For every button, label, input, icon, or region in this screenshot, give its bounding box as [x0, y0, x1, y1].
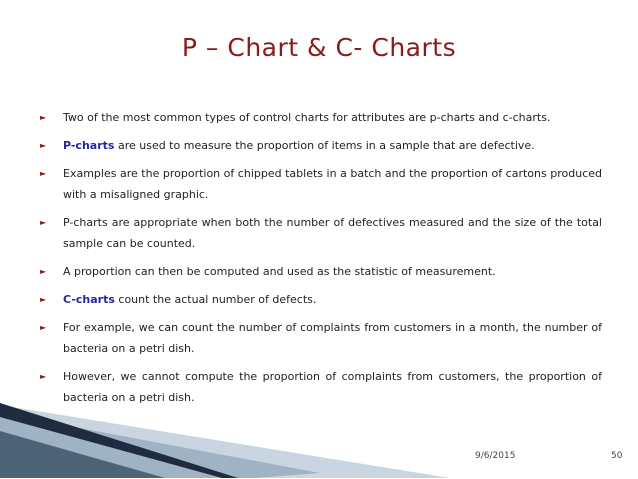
play-arrow-icon: ►: [40, 295, 47, 304]
bullet-text: However, we cannot compute the proportion of complaints from customers, the proportion of bacteria on a petri dish.: [63, 370, 602, 404]
bullet-item: [40, 163, 602, 205]
footer-decoration: [0, 399, 480, 479]
footer-page-number: 50: [611, 451, 623, 461]
bullet-item: [40, 289, 602, 310]
bullet-item: [40, 107, 602, 128]
bullet-text: P-charts are appropriate when both the number of defectives measured and the size of the total sample can be counted.: [63, 216, 602, 250]
bullet-text: count the actual number of defects.: [114, 293, 317, 306]
play-arrow-icon: ►: [40, 141, 47, 150]
bullet-text: Examples are the proportion of chipped tablets in a batch and the proportion of cartons produced with a misaligned graphic.: [63, 167, 602, 201]
play-arrow-icon: ►: [40, 169, 47, 178]
bullet-text: Two of the most common types of control charts for attributes are p-charts and c-charts.: [63, 111, 551, 124]
bullet-item: [40, 317, 602, 359]
play-arrow-icon: ►: [40, 113, 47, 122]
play-arrow-icon: ►: [40, 267, 47, 276]
play-arrow-icon: ►: [40, 218, 47, 227]
bullet-text: For example, we can count the number of complaints from customers in a month, the number of bacteria on a petri dish.: [63, 321, 602, 355]
play-arrow-icon: ►: [40, 372, 47, 381]
footer-date: 9/6/2015: [475, 451, 516, 461]
bullet-term: P-charts: [63, 139, 115, 152]
play-arrow-icon: ►: [40, 323, 47, 332]
bullet-list: [40, 107, 602, 415]
bullet-item: [40, 135, 602, 156]
bullet-term: C-charts: [63, 293, 115, 306]
bullet-item: [40, 212, 602, 254]
bullet-text: A proportion can then be computed and used as the statistic of measurement.: [63, 265, 496, 278]
slide-title: P – Chart & C- Charts: [181, 33, 457, 62]
bullet-text: are used to measure the proportion of items in a sample that are defective.: [114, 139, 535, 152]
bullet-item: [40, 261, 602, 282]
